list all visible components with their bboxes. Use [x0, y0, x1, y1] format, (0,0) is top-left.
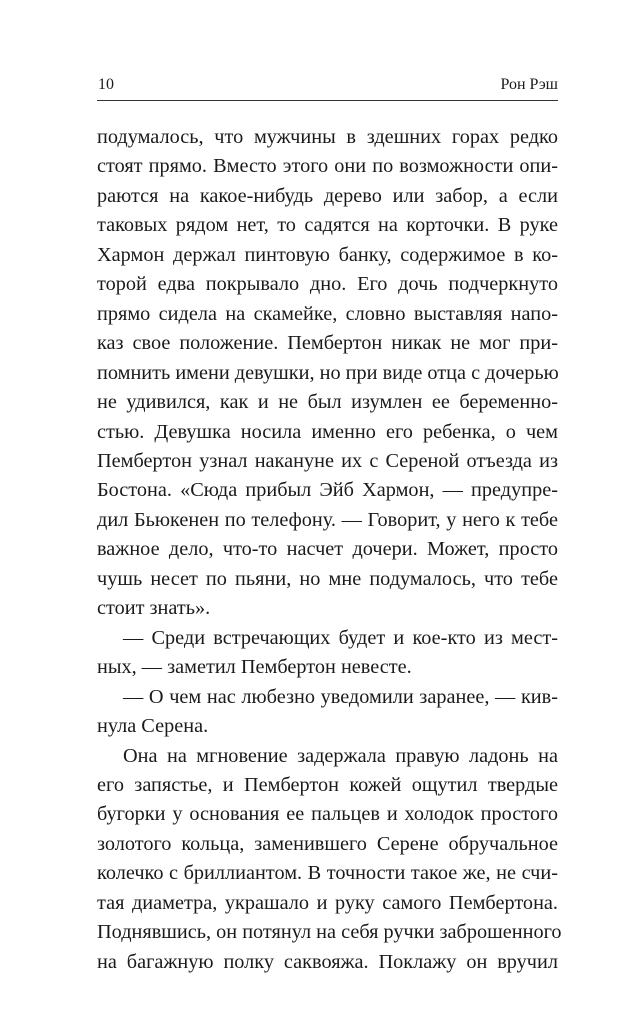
- body-text: [97, 123, 562, 977]
- dialogue-line: — О чем нас любезно уведомили заранее, — кив-: [123, 685, 558, 708]
- text-line: прямо сидела на скамейке, словно выставляя напо-: [97, 302, 558, 325]
- text-line: на багажную полку саквояжа. Поклажу он вручил: [97, 950, 558, 973]
- text-line: стоят прямо. Вместо этого они по возможности опи-: [97, 155, 558, 178]
- text-line: раются на какое-нибудь дерево или забор, а если: [97, 184, 558, 207]
- text-line: важное дело, что-то насчет дочери. Может, просто: [97, 538, 558, 561]
- dialogue-line: — Среди встречающих будет и кое-кто из мест-: [123, 626, 558, 649]
- text-line: бугорки у основания ее пальцев и холодок простого: [97, 803, 558, 826]
- text-line: помнить имени девушки, но при виде отца с дочерью: [97, 361, 559, 384]
- text-line: колечко с бриллиантом. В точности такое же, не счи-: [97, 862, 558, 885]
- page-header: [97, 72, 558, 101]
- text-line: подумалось, что мужчины в здешних горах редко: [97, 126, 558, 148]
- text-line: дил Бьюкенен по телефону. — Говорит, у него к тебе: [97, 508, 558, 531]
- text-line: Она на мгновение задержала правую ладонь на: [123, 744, 558, 767]
- text-line: каз свое положение. Пембертон никак не мог при-: [97, 332, 558, 355]
- text-line: торой едва покрывало дно. Его дочь подчеркнуто: [97, 273, 558, 296]
- text-line: не удивился, как и не был изумлен ее беременно-: [97, 391, 558, 414]
- page-number: 10: [98, 76, 114, 93]
- text-line: стоит знать».: [97, 597, 211, 620]
- text-line: чушь несет по пьяни, но мне подумалось, что тебе: [97, 567, 558, 590]
- text-line: Поднявшись, он потянул на себя ручки заброшенного: [97, 921, 562, 944]
- dialogue-line: ных, — заметил Пембертон невесте.: [97, 656, 412, 679]
- text-line: Пембертон узнал накануне их с Сереной отъезда из: [97, 449, 558, 472]
- text-line: золотого кольца, заменившего Серене обручальное: [97, 832, 558, 855]
- text-line: тая диаметра, украшало и руку самого Пембертона.: [97, 891, 558, 914]
- text-line: его запястье, и Пембертон кожей ощутил твердые: [97, 773, 558, 796]
- dialogue-line: нула Серена.: [97, 715, 209, 738]
- text-line: Хармон держал пинтовую банку, содержимое в ко-: [97, 243, 558, 266]
- running-head-author: Рон Рэш: [500, 76, 558, 93]
- text-line: стью. Девушка носила именно его ребенка, о чем: [97, 420, 558, 443]
- text-line: таковых рядом нет, то садятся на корточки. В руке: [97, 214, 558, 237]
- text-line: Бостона. «Сюда прибыл Эйб Хармон, — предупре-: [97, 479, 558, 502]
